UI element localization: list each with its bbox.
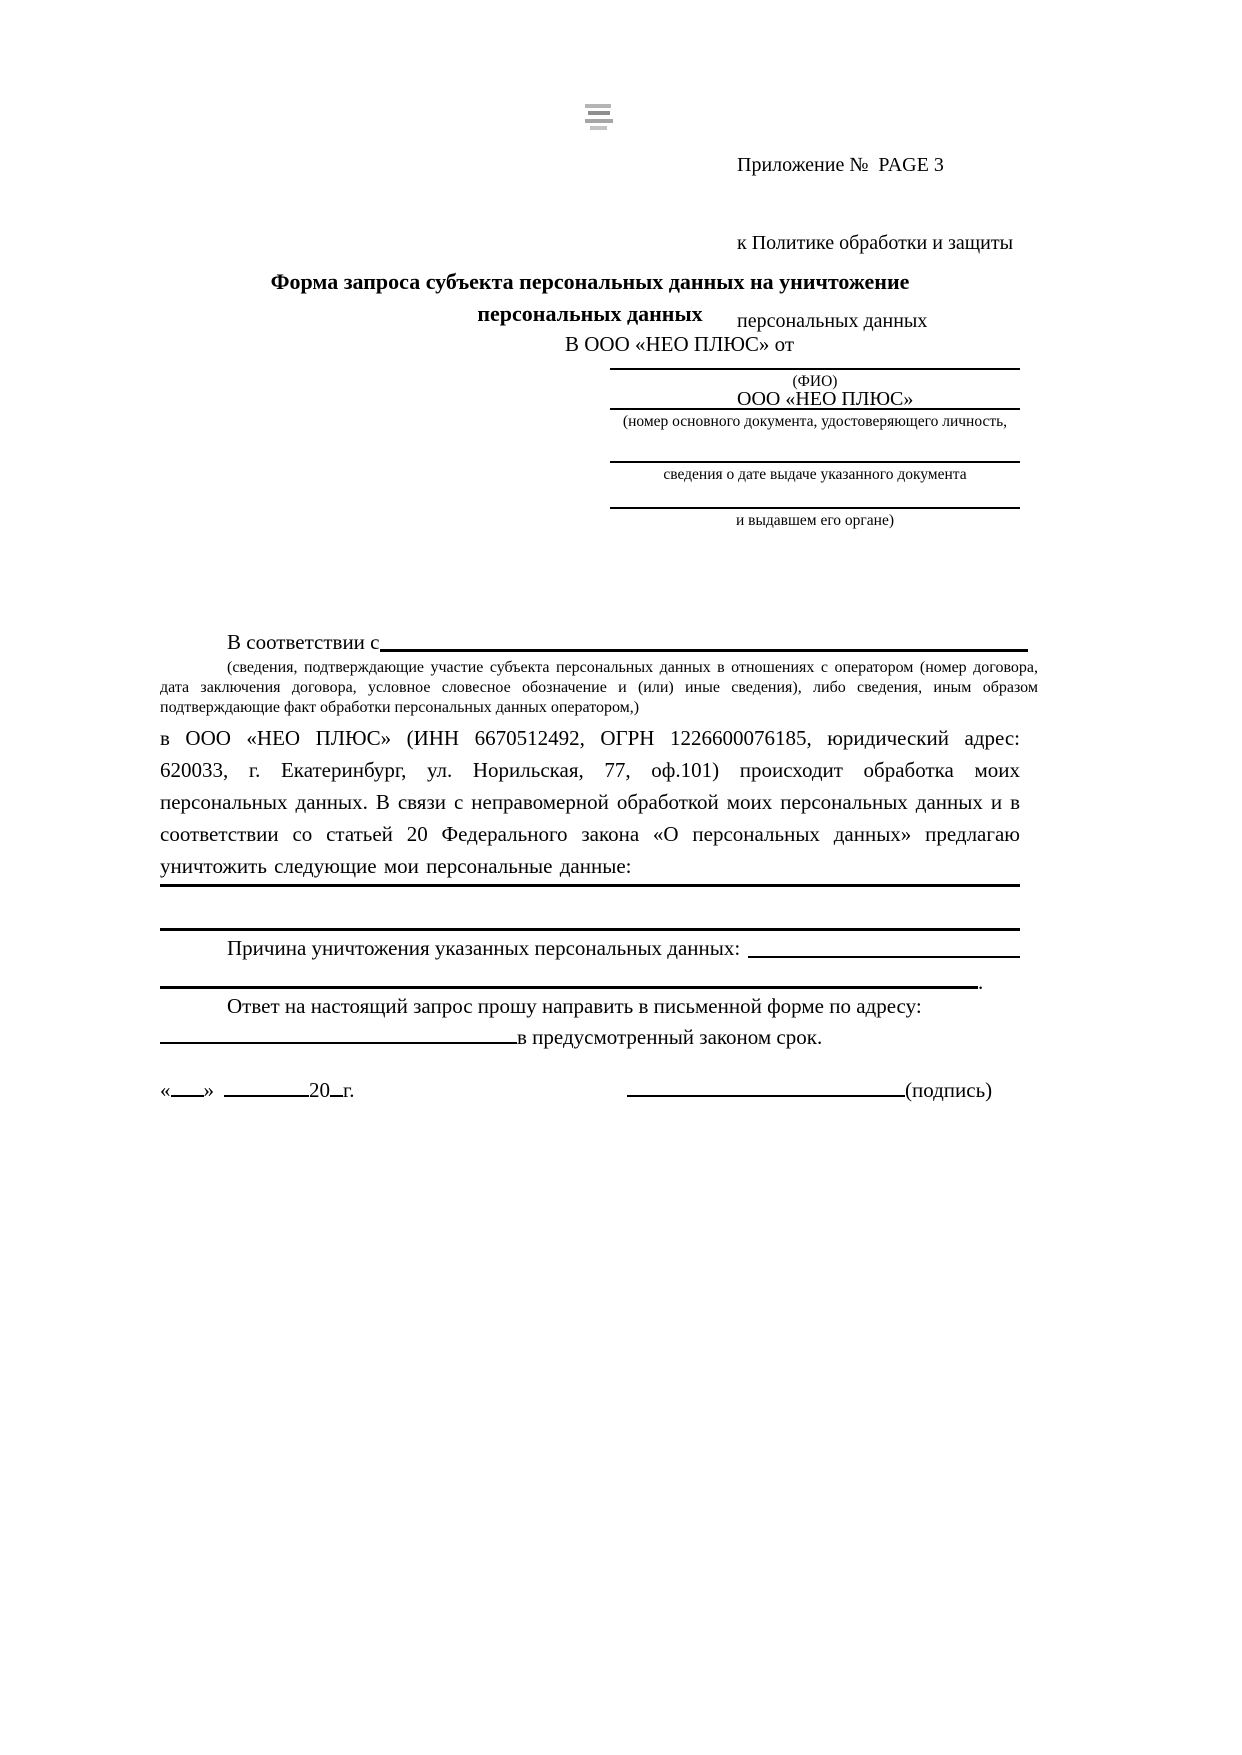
issuing-authority-caption: и выдавшем его органе) [735, 512, 895, 529]
issuing-authority-field [610, 507, 1020, 530]
document-number-caption: (номер основного документа, удостоверяющего личность, [622, 413, 1008, 430]
reason-continuation-row [160, 962, 1020, 995]
date-year-suffix: г. [343, 1078, 355, 1102]
date-year-blank[interactable] [330, 1089, 343, 1097]
reason-row [160, 936, 1020, 961]
form-title-line-2: персональных данных [477, 301, 703, 326]
date-year-prefix: 20 [309, 1078, 330, 1102]
body-paragraph: в ООО «НЕО ПЛЮС» (ИНН 6670512492, ОГРН 1226600076185, юридический адрес: 620033, г. Екатеринбург, ул. Норильская, 77, оф.101) происходит обработка моих персональных данных. В связи с неправомерной обработкой моих персональных данных и в соответствии со статьей 20 Федерального закона «О персональных данных» предлагаю уничтожить следующие мои персональные данные: [160, 726, 1020, 878]
document-number-field [610, 408, 1020, 431]
fio-caption: (ФИО) [792, 373, 838, 390]
data-blank-line-1[interactable] [160, 884, 1020, 887]
embedded-object-icon [585, 104, 613, 130]
accordance-lead: В соответствии с [227, 630, 380, 654]
issuing-authority-blank-line[interactable] [610, 507, 1020, 509]
date-group [160, 1078, 355, 1103]
date-day-blank[interactable] [171, 1089, 204, 1097]
date-open-quote: « [160, 1078, 171, 1102]
accordance-note: (сведения, подтверждающие участие субъекта персональных данных в отношениях с оператором (номер договора, дата заключения договора, условное словесное обозначение и (или) иные сведения), либо сведения, иным образом подтверждающие факт обработки персональных данных оператором,) [160, 659, 1038, 716]
header-appendix-line: Приложение № PAGE 3 [737, 154, 944, 176]
reason-blank-line-2[interactable] [160, 962, 978, 989]
header-company: ООО «НЕО ПЛЮС» [737, 388, 914, 410]
document-number-blank-line[interactable] [610, 408, 1020, 410]
reason-label: Причина уничтожения указанных персональных данных: [227, 936, 741, 960]
date-month-blank[interactable] [224, 1089, 309, 1097]
address-blank-line[interactable] [160, 1036, 517, 1044]
fio-blank-line[interactable] [610, 368, 1020, 370]
address-row [160, 1022, 1020, 1052]
line-terminator: . [978, 970, 984, 994]
form-title-line-1: Форма запроса субъекта персональных данных на уничтожение [270, 269, 910, 294]
date-close-quote: » [203, 1078, 214, 1102]
fio-field [610, 368, 1020, 391]
response-deadline: в предусмотренный законом срок. [517, 1025, 823, 1049]
form-title [160, 266, 1020, 330]
reason-blank-line[interactable] [748, 956, 1020, 958]
signature-group [627, 1078, 992, 1103]
issue-date-field [610, 461, 1020, 484]
header-policy-line-1: к Политике обработки и защиты [737, 232, 1014, 254]
issue-date-caption: сведения о дате выдаче указанного документа [663, 466, 967, 483]
signature-caption: (подпись) [905, 1078, 993, 1102]
accordance-blank-line[interactable] [380, 649, 1029, 652]
header-policy-line-2: персональных данных [737, 310, 928, 332]
signature-blank-line[interactable] [627, 1089, 905, 1097]
accordance-row [160, 630, 1028, 655]
response-line: Ответ на настоящий запрос прошу направить в письменной форме по адресу: [227, 994, 922, 1018]
data-blank-line-2[interactable] [160, 928, 1020, 931]
issue-date-blank-line[interactable] [610, 461, 1020, 463]
addressee-line: В ООО «НЕО ПЛЮС» от [565, 332, 795, 356]
